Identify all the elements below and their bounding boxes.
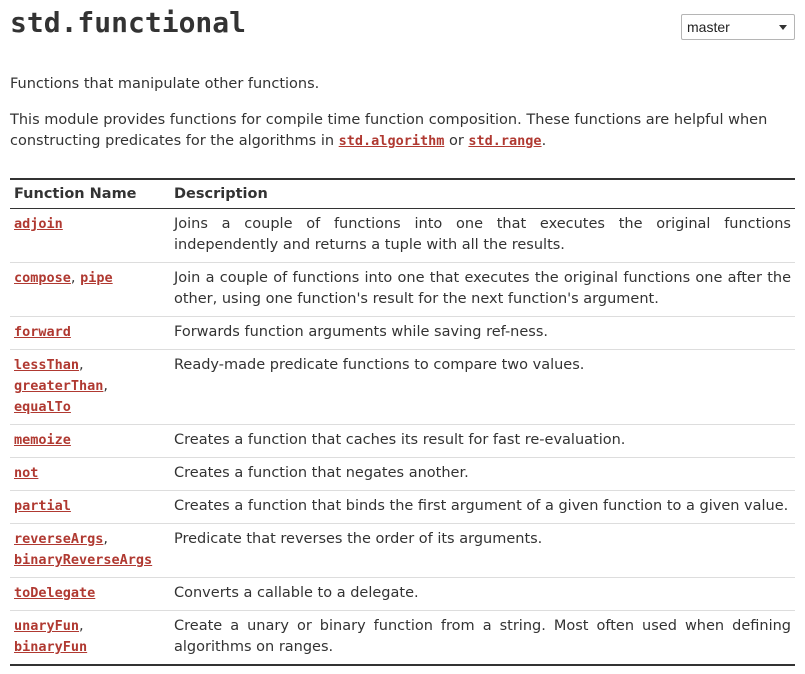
module-description (10, 110, 795, 152)
function-name-cell (10, 458, 170, 491)
function-name-cell (10, 209, 170, 263)
function-description-cell: Joins a couple of functions into one that executes the original functions independently and returns a tuple with all the results. (174, 216, 791, 253)
page-header (10, 6, 795, 46)
function-name-cell (10, 611, 170, 666)
function-name-cell (10, 263, 170, 317)
function-description-cell: Ready-made predicate functions to compare two values. (170, 350, 795, 425)
version-select[interactable] (681, 14, 795, 40)
table-row (10, 524, 795, 578)
description-text-before: This module provides functions for compile time function composition. These functions are helpful when constructing predicates for the algorithms in (10, 112, 768, 149)
function-description-cell: Creates a function that binds the first argument of a given function to a given value. (170, 491, 795, 524)
function-name-cell (10, 578, 170, 611)
description-text-after: . (541, 133, 547, 149)
function-name-cell (10, 350, 170, 425)
function-link-todelegate[interactable]: toDelegate (14, 585, 96, 601)
version-select-value: master (687, 19, 730, 35)
function-link-binaryreverseargs[interactable]: binaryReverseArgs (14, 552, 153, 568)
function-description-cell: Creates a function that caches its result for fast re-evaluation. (170, 425, 795, 458)
table-row (10, 578, 795, 611)
function-link-forward[interactable]: forward (14, 324, 71, 340)
chevron-down-icon (779, 25, 787, 30)
function-description-cell: Join a couple of functions into one that executes the original functions one after the other, using one function's result for the next function's argument. (170, 263, 795, 317)
function-description-cell: Converts a callable to a delegate. (170, 578, 795, 611)
function-link-not[interactable]: not (14, 465, 39, 481)
name-separator: , (103, 378, 109, 394)
column-header-function-name: Function Name (10, 179, 170, 209)
function-name-cell (10, 425, 170, 458)
function-link-greaterthan[interactable]: greaterThan (14, 378, 104, 394)
function-link-lessthan[interactable]: lessThan (14, 357, 80, 373)
table-row (10, 350, 795, 425)
function-link-compose[interactable]: compose (14, 270, 71, 286)
module-summary: Functions that manipulate other functions. (10, 76, 320, 92)
function-name-cell (10, 317, 170, 350)
function-link-adjoin[interactable]: adjoin (14, 216, 63, 232)
table-row (10, 611, 795, 666)
description-text-middle: or (444, 133, 469, 149)
function-name-cell (10, 524, 170, 578)
function-link-unaryfun[interactable]: unaryFun (14, 618, 80, 634)
table-row (10, 263, 795, 317)
name-separator: , (103, 531, 109, 547)
function-link-pipe[interactable]: pipe (80, 270, 113, 286)
table-row (10, 425, 795, 458)
function-link-equalto[interactable]: equalTo (14, 399, 71, 415)
table-row (10, 317, 795, 350)
function-link-binaryfun[interactable]: binaryFun (14, 639, 88, 655)
table-row (10, 491, 795, 524)
table-row (10, 458, 795, 491)
function-name-cell (10, 491, 170, 524)
function-description-cell: Predicate that reverses the order of its arguments. (170, 524, 795, 578)
std-algorithm-link[interactable]: std.algorithm (338, 133, 445, 149)
function-link-partial[interactable]: partial (14, 498, 71, 514)
table-header-row (10, 179, 795, 209)
function-description-cell: Creates a function that negates another. (170, 458, 795, 491)
std-range-link[interactable]: std.range (468, 133, 542, 149)
function-link-reverseargs[interactable]: reverseArgs (14, 531, 104, 547)
page-title: std.functional (10, 6, 247, 39)
function-link-memoize[interactable]: memoize (14, 432, 71, 448)
function-description-cell: Create a unary or binary function from a string. Most often used when defining algorithms on ranges. (170, 611, 795, 666)
name-separator: , (79, 357, 84, 373)
column-header-description: Description (170, 179, 795, 209)
function-table (10, 178, 795, 666)
name-separator: , (79, 618, 84, 634)
name-separator: , (70, 270, 81, 286)
function-description-cell: Forwards function arguments while saving ref-ness. (170, 317, 795, 350)
table-row (10, 209, 795, 263)
